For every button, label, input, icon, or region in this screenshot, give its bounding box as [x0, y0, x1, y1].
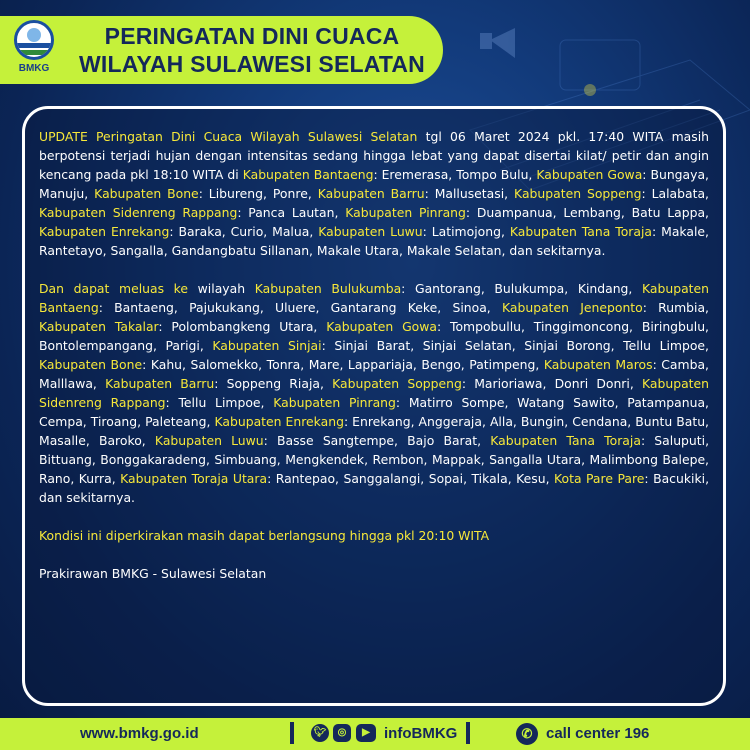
highlighted-text: Kabupaten Sidenreng Rappang — [39, 376, 709, 410]
bulletin-paragraph — [39, 564, 709, 583]
highlighted-text: Kabupaten Enrekang — [39, 224, 170, 239]
body-text: : Bacukiki, dan sekitarnya. — [39, 471, 710, 505]
logo-text: BMKG — [18, 63, 50, 74]
body-text: Prakirawan BMKG - Sulawesi Selatan — [39, 566, 267, 581]
highlighted-text: Kabupaten Toraja Utara — [120, 471, 268, 486]
highlighted-text: Kabupaten Bantaeng — [39, 281, 709, 315]
bmkg-logo-icon — [14, 20, 54, 60]
bulletin-body — [39, 127, 709, 583]
body-text: : Bungaya, Manuju, — [39, 167, 709, 201]
highlighted-text: Kabupaten Jeneponto — [501, 300, 643, 315]
highlighted-text: Kabupaten Sidenreng Rappang — [39, 205, 238, 220]
body-text: : Soppeng Riaja, — [214, 376, 333, 391]
body-text: : Marioriawa, Donri Donri, — [461, 376, 642, 391]
highlighted-text: Kabupaten Barru — [105, 376, 215, 391]
bulletin-paragraph — [39, 127, 709, 260]
body-text: : Latimojong, — [422, 224, 510, 239]
highlighted-text: Kabupaten Pinrang — [273, 395, 396, 410]
body-text: : Matirro Sompe, Watang Sawito, Patampanua, Cempa, Tiroang, Paleteang, — [39, 395, 709, 429]
body-text: : Basse Sangtempe, Bajo Barat, — [263, 433, 491, 448]
body-text: : Libureng, Ponre, — [198, 186, 318, 201]
youtube-icon[interactable]: ▶ — [356, 724, 376, 742]
page-title — [62, 22, 442, 78]
body-text: : Enrekang, Anggeraja, Alla, Bungin, Cendana, Buntu Batu, Masalle, Baroko, — [39, 414, 709, 448]
social-handle[interactable]: infoBMKG — [384, 725, 458, 742]
body-text: : Rumbia, — [642, 300, 709, 315]
highlighted-text: Kabupaten Bone — [39, 357, 143, 372]
body-text: : Rantepao, Sanggalangi, Sopai, Tikala, Kesu, — [267, 471, 554, 486]
bulletin-panel — [22, 106, 726, 706]
body-text: : Baraka, Curio, Malua, — [169, 224, 319, 239]
highlighted-text: Kabupaten Soppeng — [514, 186, 642, 201]
footer-divider — [466, 722, 470, 744]
body-text: : Sinjai Barat, Sinjai Selatan, Sinjai Borong, Tellu Limpoe, — [321, 338, 709, 353]
highlighted-text: Kabupaten Soppeng — [332, 376, 462, 391]
body-text: : Camba, Malllawa, — [39, 357, 709, 391]
body-text: : Kahu, Salomekko, Tonra, Mare, Lappariaja, Bengo, Patimpeng, — [142, 357, 544, 372]
highlighted-text: Kabupaten Barru — [317, 186, 425, 201]
call-center[interactable]: call center 196 — [546, 725, 650, 742]
highlighted-text: Kabupaten Sinjai — [212, 338, 322, 353]
body-text: : Tellu Limpoe, — [165, 395, 274, 410]
highlighted-text: Kabupaten Pinrang — [345, 205, 466, 220]
body-text: wilayah — [188, 281, 255, 296]
highlighted-text: Kabupaten Bone — [94, 186, 199, 201]
body-text: : Saluputi, Bittuang, Bonggakaradeng, Simbuang, Mengkendek, Rembon, Mappak, Sangalla Utara, Malimbong Balepe, Rano, Kurra, — [39, 433, 710, 486]
body-text: tgl 06 Maret 2024 pkl. 17:40 WITA masih berpotensi terjadi hujan dengan intensitas sedang hingga lebat yang dapat disertai kilat/ petir dan angin kencang pada pkl 18:10 WITA di — [39, 129, 710, 182]
highlighted-text: Kabupaten Tana Toraja — [490, 433, 641, 448]
highlighted-text: UPDATE Peringatan Dini Cuaca Wilayah Sulawesi Selatan — [39, 129, 418, 144]
highlighted-text: Kondisi ini diperkirakan masih dapat berlangsung hingga pkl 20:10 WITA — [39, 528, 490, 543]
highlighted-text: Kota Pare Pare — [554, 471, 645, 486]
body-text: : Makale, Rantetayo, Sangalla, Gandangbatu Sillanan, Makale Utara, Makale Selatan, dan sekitarnya. — [39, 224, 709, 258]
bulletin-paragraph — [39, 526, 709, 545]
title-line-1: PERINGATAN DINI CUACA — [104, 23, 400, 49]
highlighted-text: Kabupaten Gowa — [536, 167, 643, 182]
highlighted-text: Kabupaten Luwu — [318, 224, 423, 239]
body-text: : Bantaeng, Pajukukang, Uluere, Gantarang Keke, Sinoa, — [98, 300, 502, 315]
highlighted-text: Dan dapat meluas ke — [39, 281, 189, 296]
body-text: : Eremerasa, Tompo Bulu, — [373, 167, 537, 182]
highlighted-text: Kabupaten Enrekang — [214, 414, 344, 429]
body-text: : Gantorang, Bulukumpa, Kindang, — [401, 281, 642, 296]
body-text: : Panca Lautan, — [237, 205, 346, 220]
body-text: : Polombangkeng Utara, — [158, 319, 327, 334]
footer-divider — [290, 722, 294, 744]
body-text: : Duampanua, Lembang, Batu Lappa, — [465, 205, 709, 220]
bulletin-paragraph — [39, 279, 709, 507]
highlighted-text: Kabupaten Takalar — [39, 319, 159, 334]
twitter-icon[interactable]: 🐦︎ — [311, 724, 329, 742]
body-text: : Tompobullu, Tinggimoncong, Biringbulu, Bontolempangang, Parigi, — [39, 319, 709, 353]
instagram-icon[interactable]: ◎ — [333, 724, 351, 742]
bmkg-logo — [12, 20, 56, 80]
highlighted-text: Kabupaten Bulukumba — [254, 281, 402, 296]
website-link[interactable]: www.bmkg.go.id — [80, 725, 199, 742]
highlighted-text: Kabupaten Gowa — [326, 319, 437, 334]
footer-bar — [0, 718, 750, 750]
highlighted-text: Kabupaten Luwu — [154, 433, 264, 448]
highlighted-text: Kabupaten Tana Toraja — [509, 224, 653, 239]
highlighted-text: Kabupaten Maros — [543, 357, 653, 372]
body-text: : Mallusetasi, — [424, 186, 515, 201]
phone-icon: ✆ — [516, 723, 538, 745]
highlighted-text: Kabupaten Bantaeng — [242, 167, 374, 182]
title-line-2: WILAYAH SULAWESI SELATAN — [79, 51, 425, 77]
body-text: : Lalabata, — [641, 186, 709, 201]
header-banner — [0, 16, 443, 84]
